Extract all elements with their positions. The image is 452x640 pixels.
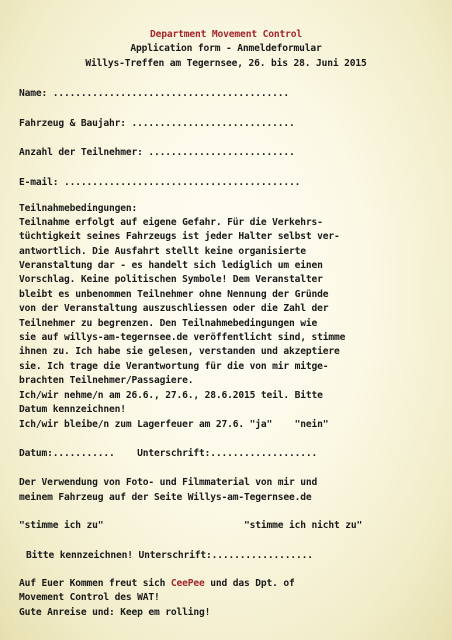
conditions-line: Veranstaltung dar - es handelt sich lediglich um einen	[19, 260, 323, 271]
campfire-line[interactable]: Ich/wir bleibe/n zum Lagerfeuer am 27.6. "ja" "nein"	[19, 419, 329, 430]
participation-dates-line[interactable]: Ich/wir nehme/n am 26.6., 27.6., 28.6.2015 teil. Bitte	[19, 390, 323, 401]
media-consent-line: meinem Fahrzeug auf der Seite Willys-am-Tegernsee.de	[19, 492, 312, 503]
email-field[interactable]: E-mail: ..........................................	[19, 177, 301, 188]
closing-line-1	[19, 577, 295, 591]
vehicle-field[interactable]: Fahrzeug & Baujahr: .............................	[19, 118, 295, 129]
organizer-name: CeePee	[170, 578, 205, 589]
agree-option[interactable]: "stimme ich zu"	[19, 520, 104, 531]
department-title: Department Movement Control	[150, 29, 302, 40]
conditions-line: von der Veranstaltung auszuschliessen oder die Zahl der	[19, 303, 329, 314]
conditions-line: Datum kennzeichnen!	[19, 404, 126, 415]
conditions-line: Vorschlag. Keine politischen Symbole! Dem Veranstalter	[19, 274, 323, 285]
closing-line-2: Movement Control des WAT!	[19, 592, 160, 603]
date-signature-line[interactable]: Datum:........... Unterschrift:...................	[19, 448, 318, 459]
media-consent-line: Der Verwendung von Foto- und Filmmaterial von mir und	[19, 477, 318, 488]
form-title: Application form - Anmeldeformular	[130, 43, 322, 54]
conditions-line: Teilnehmer zu begrenzen. Den Teilnahmebedingungen wie	[19, 318, 318, 329]
name-field[interactable]: Name: ..........................................	[19, 88, 290, 99]
conditions-line: sie auf willys-am-tegernsee.de veröffentlicht sind, stimme	[19, 332, 346, 343]
disagree-option[interactable]: "stimme ich nicht zu"	[244, 520, 363, 531]
closing-line-3: Gute Anreise und: Keep em rolling!	[19, 607, 211, 618]
participants-field[interactable]: Anzahl der Teilnehmer: ..........................	[19, 147, 295, 158]
event-title: Willys-Treffen am Tegernsee, 26. bis 28. Juni 2015	[85, 58, 367, 69]
consent-signature-line[interactable]: Bitte kennzeichnen! Unterschrift:..................	[26, 550, 313, 561]
conditions-line: antwortlich. Die Ausfahrt stellt keine organisierte	[19, 246, 306, 257]
conditions-heading: Teilnahmebedingungen:	[19, 203, 138, 214]
conditions-line: bleibt es unbenommen Teilnehmer ohne Nennung der Gründe	[19, 289, 329, 300]
conditions-line: tüchtigkeit seines Fahrzeugs ist jeder Halter selbst ver-	[19, 231, 340, 242]
conditions-line: sie. Ich trage die Verantwortung für die von mir mitge-	[19, 361, 329, 372]
closing-text: und das Dpt. of	[204, 578, 295, 589]
closing-text: Auf Euer Kommen freut sich	[19, 578, 171, 589]
conditions-line: ihnen zu. Ich habe sie gelesen, verstanden und akzeptiere	[19, 346, 340, 357]
conditions-line: brachten Teilnehmer/Passagiere.	[19, 375, 194, 386]
conditions-line: Teilnahme erfolgt auf eigene Gefahr. Für die Verkehrs-	[19, 217, 323, 228]
